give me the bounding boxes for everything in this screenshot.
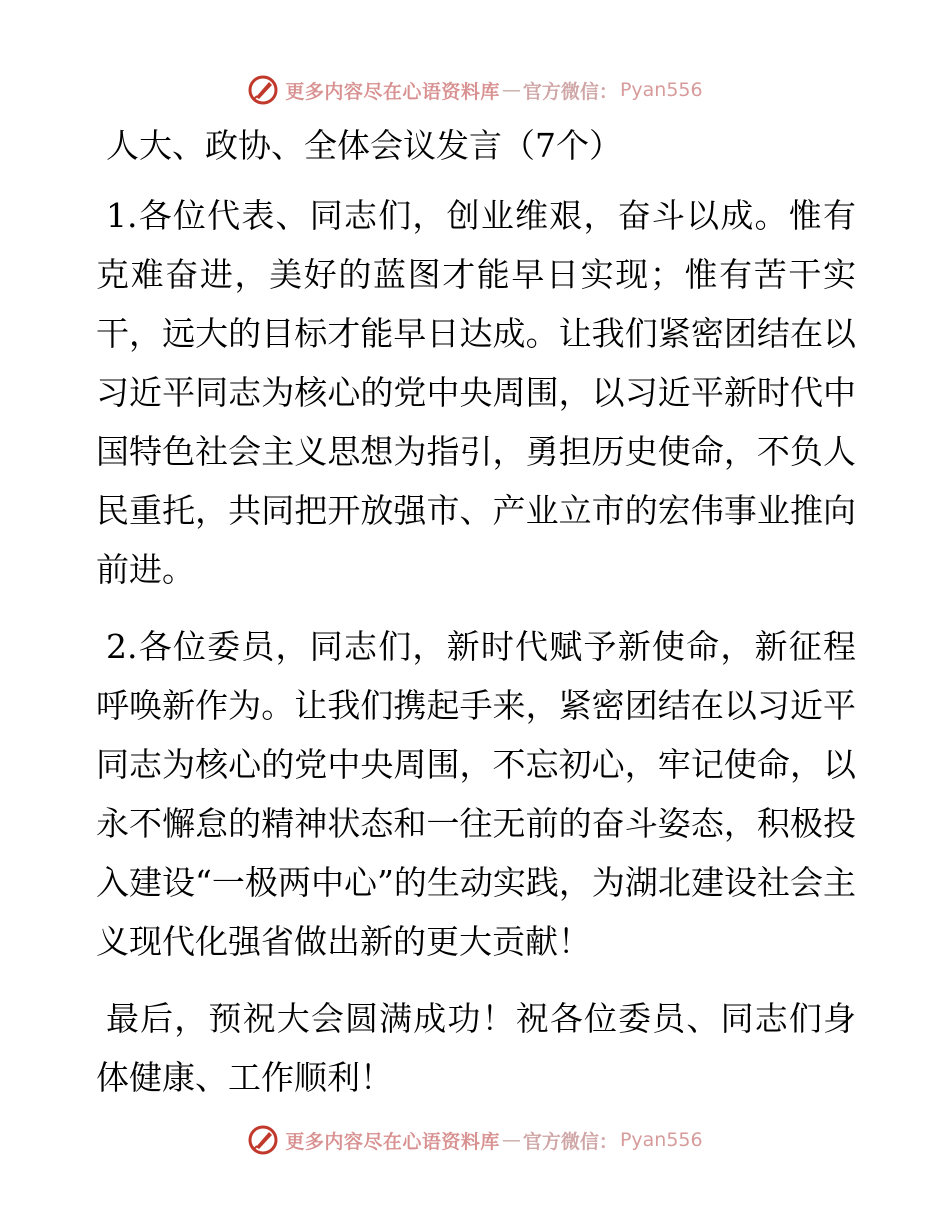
header-watermark-banner <box>0 70 950 110</box>
banner-separator: — <box>501 79 521 101</box>
banner-separator: — <box>501 1129 521 1151</box>
banner-official-label: 官方微信： <box>522 1130 618 1153</box>
quill-logo-icon <box>247 1124 279 1156</box>
banner-official-label: 官方微信： <box>522 80 618 103</box>
banner-promo-text: 更多内容尽在心语资料库 <box>285 1130 500 1153</box>
footer-watermark-banner <box>0 1120 950 1160</box>
paragraph-closing: 最后，预祝大会圆满成功！祝各位委员、同志们身体健康、工作顺利！ <box>96 999 856 1097</box>
paragraph-2: 2.各位委员，同志们，新时代赋予新使命，新征程呼唤新作为。让我们携起手来，紧密团结在以习近平同志为核心的党中央周围，不忘初心，牢记使命，以永不懈怠的精神状态和一往无前的奋斗姿态，积极投入建设“一极两中心”的生动实践，为湖北建设社会主义现代化强省做出新的更大贡献！ <box>96 627 856 961</box>
banner-wechat-id: Pyan556 <box>619 79 703 101</box>
paragraph-1: 1.各位代表、同志们，创业维艰，奋斗以成。惟有克难奋进，美好的蓝图才能早日实现；惟有苦干实干，远大的目标才能早日达成。让我们紧密团结在以习近平同志为核心的党中央周围，以习近平新时代中国特色社会主义思想为指引，勇担历史使命，不负人民重托，共同把开放强市、产业立市的宏伟事业推向前进。 <box>96 196 856 589</box>
quill-logo-icon <box>247 74 279 106</box>
banner-promo-text: 更多内容尽在心语资料库 <box>285 80 500 103</box>
document-title: 人大、政协、全体会议发言（7个） <box>106 126 622 165</box>
banner-wechat-id: Pyan556 <box>619 1129 703 1151</box>
document-body <box>96 120 856 1125</box>
